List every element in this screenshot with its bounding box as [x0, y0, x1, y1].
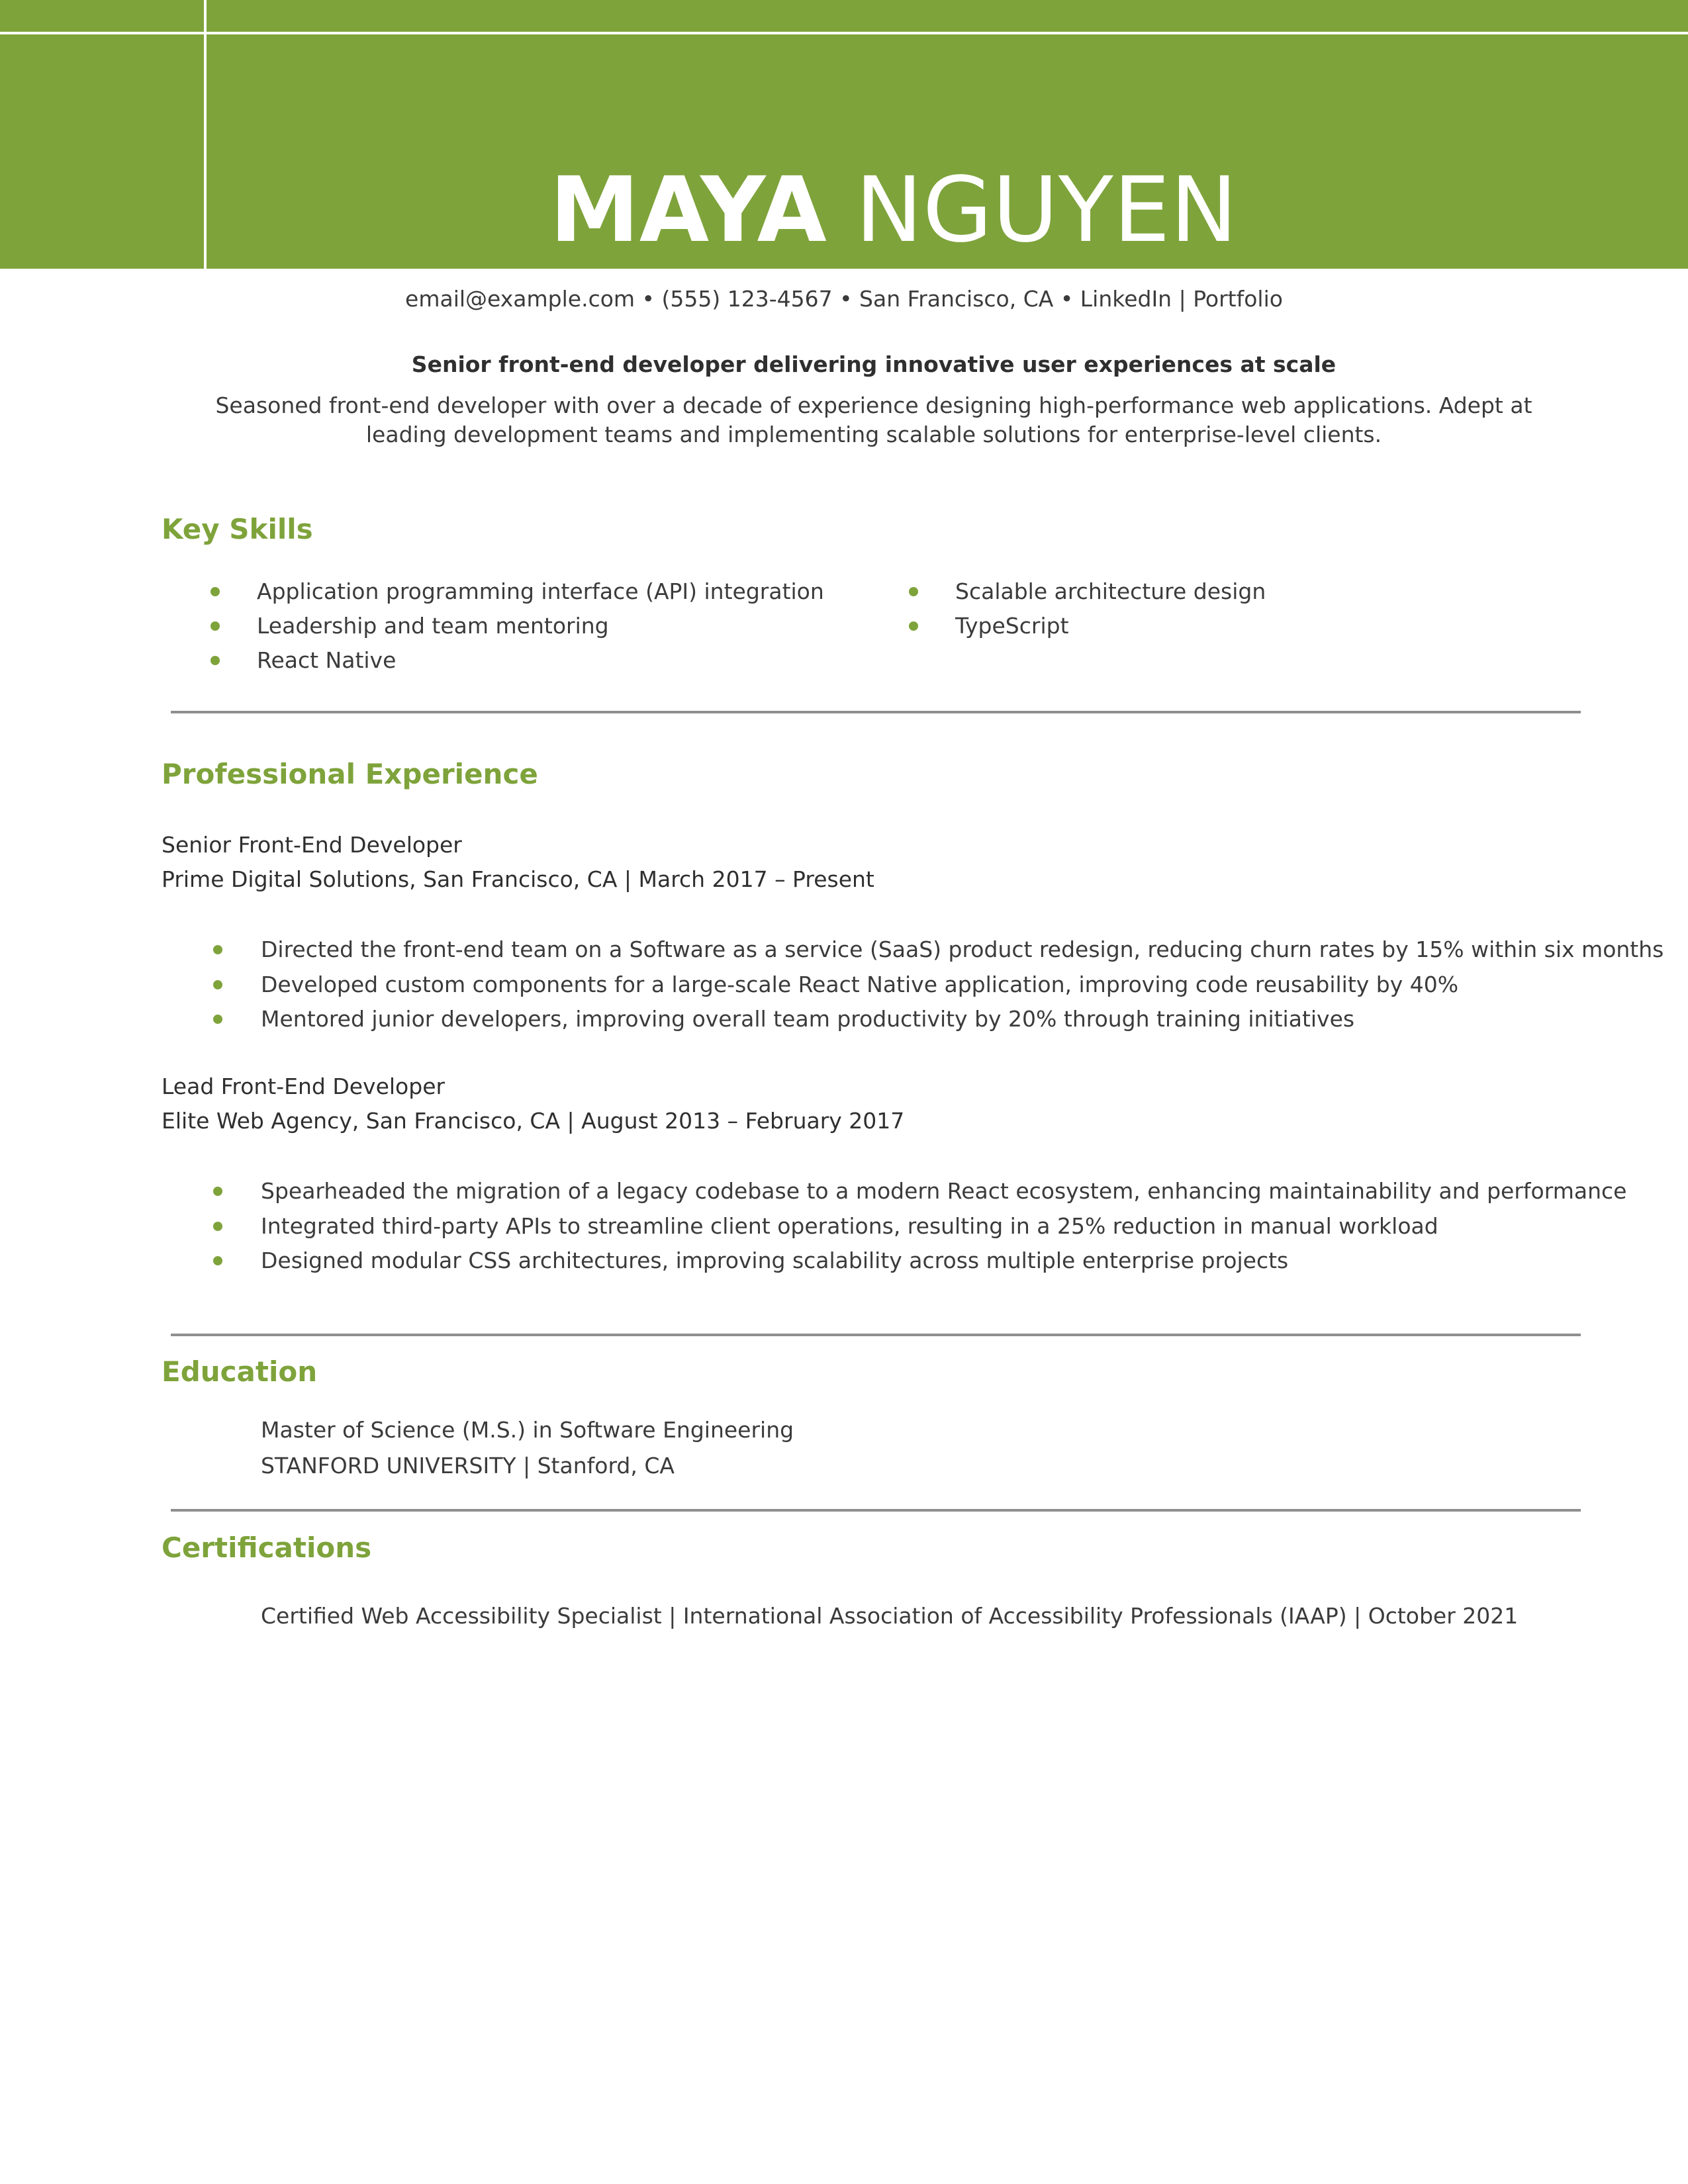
bullet-text: Mentored junior developers, improving overall team productivity by 20% through training initiatives [261, 1006, 1355, 1032]
bullet-text: Developed custom components for a large-scale React Native application, improving code reusability by 40% [261, 971, 1459, 997]
bullet-icon [213, 1187, 222, 1196]
list-item [257, 574, 824, 609]
job-bullets [261, 933, 1664, 1037]
list-item [261, 1002, 1664, 1037]
first-name: MAYA [549, 158, 827, 263]
list-item [261, 933, 1664, 968]
skills-list-right [955, 574, 1266, 643]
last-name: NGUYEN [855, 158, 1238, 263]
list-item [261, 1244, 1626, 1279]
list-item [261, 1209, 1626, 1244]
bullet-icon [211, 587, 220, 596]
skill-label: TypeScript [955, 613, 1069, 639]
bullet-icon [213, 1256, 222, 1265]
skill-label: Scalable architecture design [955, 578, 1266, 604]
bullet-icon [213, 1222, 222, 1231]
summary-text: Seasoned front-end developer with over a decade of experience designing high-performance web applications. Adept at leading development teams and implementing scalable solutions for enterprise-level clients. [215, 392, 1532, 447]
education-title: Education [162, 1355, 318, 1388]
section-divider [171, 1509, 1581, 1512]
list-item [257, 643, 824, 678]
bullet-icon [213, 1015, 222, 1024]
bullet-text: Directed the front-end team on a Software as a service (SaaS) product redesign, reducing churn rates by 15% within six months [261, 936, 1664, 962]
bullet-icon [213, 980, 222, 989]
bullet-icon [211, 656, 220, 665]
bullet-text: Designed modular CSS architectures, improving scalability across multiple enterprise projects [261, 1248, 1289, 1273]
bullet-icon [211, 621, 220, 631]
certifications-title: Certifications [162, 1531, 372, 1564]
list-item [955, 609, 1266, 643]
bullet-text: Spearheaded the migration of a legacy codebase to a modern React ecosystem, enhancing maintainability and performance [261, 1178, 1627, 1204]
section-divider [171, 1334, 1581, 1336]
certification-item: Certified Web Accessibility Specialist | International Association of Accessibility Professionals (IAAP) | October 2021 [261, 1603, 1519, 1629]
experience-title: Professional Experience [162, 758, 538, 790]
contact-line: email@example.com • (555) 123-4567 • San Francisco, CA • LinkedIn | Portfolio [405, 286, 1283, 312]
job-title: Senior Front-End Developer [162, 832, 462, 858]
list-item [257, 609, 824, 643]
skill-label: React Native [257, 647, 397, 673]
bullet-icon [909, 587, 918, 596]
job-meta: Elite Web Agency, San Francisco, CA | August 2013 – February 2017 [162, 1108, 905, 1134]
candidate-name [50, 158, 1688, 263]
summary-headline: Senior front-end developer delivering innovative user experiences at scale [411, 351, 1336, 377]
job-bullets [261, 1174, 1626, 1279]
education-degree: Master of Science (M.S.) in Software Engineering [261, 1417, 794, 1443]
skill-label: Application programming interface (API) integration [257, 578, 824, 604]
bullet-icon [909, 621, 918, 631]
list-item [955, 574, 1266, 609]
header-horizontal-rule [0, 32, 1688, 34]
job-meta: Prime Digital Solutions, San Francisco, CA | March 2017 – Present [162, 866, 874, 892]
skills-list-left [257, 574, 824, 678]
skill-label: Leadership and team mentoring [257, 613, 609, 639]
skills-title: Key Skills [162, 513, 313, 545]
bullet-text: Integrated third-party APIs to streamline client operations, resulting in a 25% reduction in manual workload [261, 1212, 1438, 1239]
list-item [261, 1174, 1626, 1209]
section-divider [171, 711, 1581, 713]
list-item [261, 968, 1664, 1003]
job-title: Lead Front-End Developer [162, 1073, 445, 1099]
bullet-icon [213, 945, 222, 954]
education-school: STANFORD UNIVERSITY | Stanford, CA [261, 1453, 675, 1479]
